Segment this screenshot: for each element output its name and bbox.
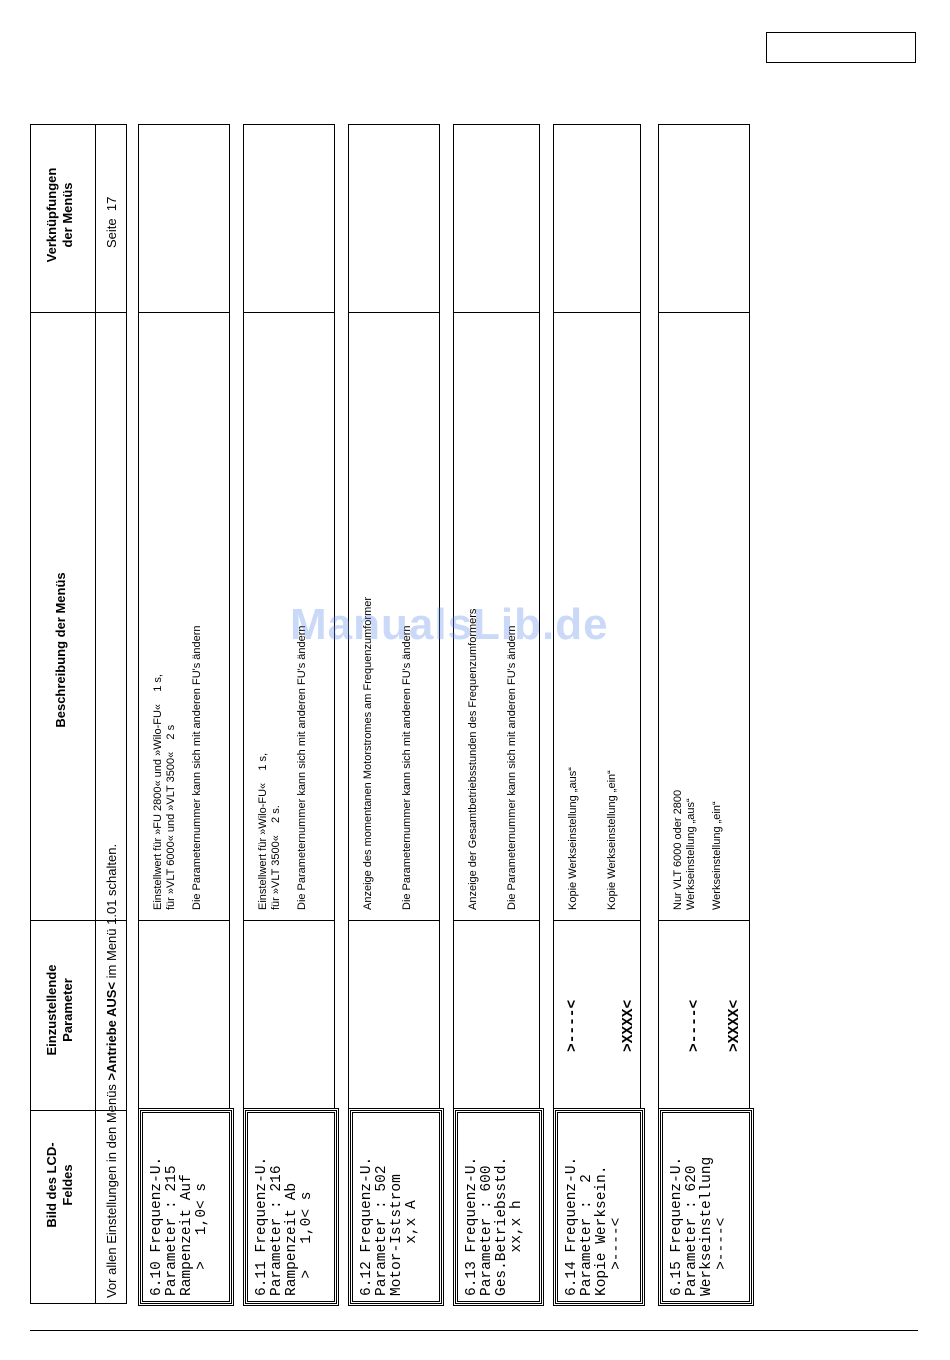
parameter-value-off-6: >----< xyxy=(687,999,703,1052)
parameter-value-on-6: >XXXX< xyxy=(727,999,743,1052)
lcd-text-4: 6.13 Frequenz-U. Parameter : 600 Ges.Betriebsstd. xx,x h xyxy=(464,1156,525,1296)
lcd-text-3: 6.12 Frequenz-U. Parameter : 502 Motor-Iststrom x,x A xyxy=(359,1156,420,1296)
watermark: ManualsLib.de xyxy=(290,600,609,649)
lcd-text-6: 6.15 Frequenz-U. Parameter : 620 Werkseinstellung >----< xyxy=(669,1156,730,1296)
lcd-text-2: 6.11 Frequenz-U. Parameter : 216 Rampenzeit Ab > 1,0< s xyxy=(254,1156,315,1296)
description-5: Kopie Werkseinstellung „aus“ Kopie Werkseinstellung „ein“ xyxy=(567,767,618,910)
description-4: Anzeige der Gesamtbetriebsstunden des Frequenzumformers Die Parameternummer kann sich mit anderen FU's ändern xyxy=(467,608,518,910)
header-lcd: Bild des LCD- Feldes xyxy=(44,1142,75,1228)
header-description: Beschreibung der Menüs xyxy=(53,572,68,728)
footer-rule xyxy=(30,1330,918,1331)
description-2: Einstellwert für »Wilo-FU« 1 s, für »VLT 3500« 2 s. Die Parameternummer kann sich mit anderen FU's ändern xyxy=(257,625,308,910)
header-params: Einzustellende Parameter xyxy=(44,964,75,1056)
intro-note: Vor allen Einstellungen in den Menüs >Antriebe AUS< im Menü 1.01 schalten. xyxy=(104,843,119,1298)
lcd-text-1: 6.10 Frequenz-U. Parameter : 215 Rampenzeit Auf > 1,0< s xyxy=(149,1156,210,1296)
header-links: Verknüpfungen der Menüs xyxy=(44,167,75,263)
page-number-box xyxy=(766,32,916,63)
parameter-value-on-5: >XXXX< xyxy=(621,999,637,1052)
lcd-text-5: 6.14 Frequenz-U. Parameter : 2 Kopie Werksein. >----< xyxy=(564,1156,625,1296)
page-reference: Seite 17 xyxy=(104,196,119,248)
description-6: Nur VLT 6000 oder 2800 Werkseinstellung „aus“ Werkseinstellung „ein“ xyxy=(672,789,723,910)
parameter-value-off-5: >----< xyxy=(565,999,581,1052)
description-1: Einstellwert für »FU 2800« und »Wilo-FU« 1 s, für »VLT 6000« und »VLT 3500« 2 s Die Parameternummer kann sich mit anderen FU's ändern xyxy=(152,625,203,910)
description-3: Anzeige des momentanen Motorstromes am Frequenzumformer Die Parameternummer kann sich mit anderen FU's ändern xyxy=(362,596,413,910)
